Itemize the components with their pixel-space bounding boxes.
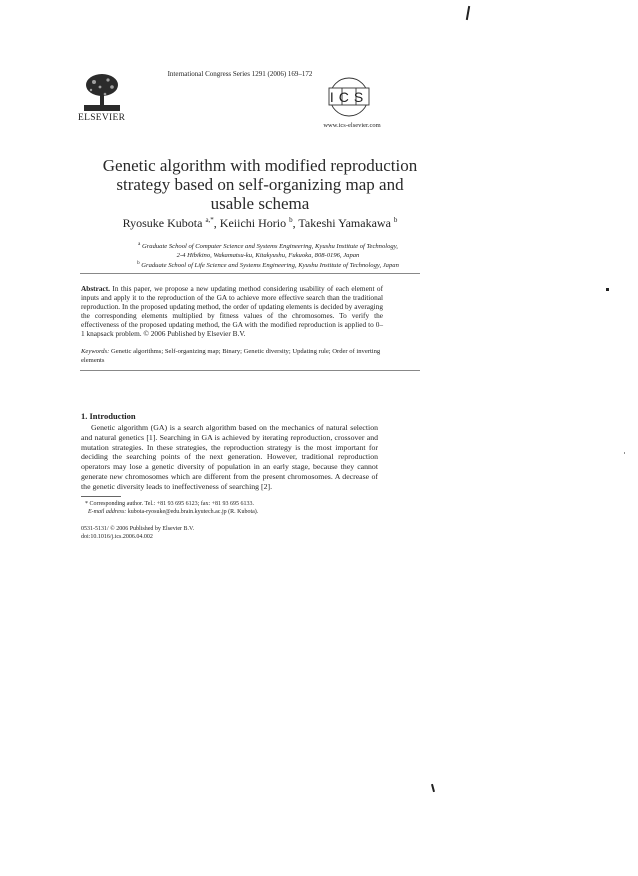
- footnote-email: kubota-ryosuke@edu.brain.kyutech.ac.jp (R. Kubota).: [127, 509, 259, 515]
- imprint: [81, 525, 381, 541]
- keywords-text: Genetic algorithms; Self-organizing map; Binary; Genetic diversity; Updating rule; Order of inverting elements: [81, 348, 381, 364]
- paper-title: [60, 156, 460, 213]
- affiliation-line: 2-4 Hibikino, Wakamatsu-ku, Kitakyushu, Fukuoka, 808-0196, Japan: [176, 252, 360, 260]
- footnote-contact: Corresponding author. Tel.: +81 93 695 6123; fax: +81 93 695 6133.: [89, 501, 255, 507]
- scan-mark: [431, 784, 435, 792]
- footnote-divider: [81, 496, 121, 497]
- journal-reference: International Congress Series 1291 (2006) 169–172: [167, 70, 313, 78]
- author-name: Ryosuke Kubota: [122, 216, 203, 230]
- footnote-email-label: E-mail address:: [88, 509, 127, 515]
- abstract: [81, 284, 383, 339]
- ics-logo: [320, 76, 378, 118]
- scan-mark: [606, 288, 609, 291]
- author-affil-marker: a,*: [205, 216, 214, 224]
- affiliation-line: Graduate School of Computer Science and Systems Engineering, Kyushu Institute of Technology,: [141, 243, 398, 251]
- keywords-label: Keywords:: [81, 348, 110, 355]
- ics-url: www.ics-elsevier.com: [323, 122, 381, 129]
- copyright-line: 0531-5131/ © 2006 Published by Elsevier B.V.: [81, 526, 195, 532]
- affiliation: [88, 240, 448, 260]
- footnote: [81, 500, 385, 516]
- divider: [80, 273, 420, 274]
- divider: [80, 370, 420, 371]
- affiliation-marker: b: [137, 261, 140, 266]
- footnote-marker: *: [85, 501, 88, 507]
- keywords: [81, 348, 383, 365]
- affiliation-marker: a: [138, 242, 141, 247]
- abstract-text: In this paper, we propose a new updating method considering usability of each element of inputs and apply it to the reproduction of the GA to achieve more effective search than the traditional reproduction. In the proposed updating method, the order of updating elements is decided by averaging the corresponding elements multiplied by fitness values of the chromosomes. To verify the effectiveness of the proposed updating method, the GA with the modified reproduction is applied to 0–1 knapsack problem. © 2006 Published by Elsevier B.V.: [81, 284, 383, 339]
- author-list: Ryosuke Kubota $^{a,*}$, Keiichi Horio $^b$, Takeshi Yamakawa $^b$: [122, 216, 398, 230]
- doi-line: doi:10.1016/j.ics.2006.04.002: [81, 534, 153, 540]
- scan-mark: [624, 452, 625, 454]
- ics-logo-text: ICS: [329, 89, 369, 105]
- elsevier-tree-logo: [82, 72, 122, 114]
- affiliation: [88, 259, 448, 270]
- scan-mark: [466, 6, 470, 20]
- author-name: Keiichi Horio: [219, 216, 287, 230]
- affiliation-line: Graduate School of Life Science and Systems Engineering, Kyushu Institute of Technology, Japan: [141, 262, 399, 270]
- abstract-label: Abstract.: [81, 284, 110, 293]
- section-heading: 1. Introduction: [81, 411, 136, 421]
- intro-paragraph: Genetic algorithm (GA) is a search algorithm based on the mechanics of natural selection and natural genetics [1]. Searching in GA is achieved by iterating reproduction, crossover and mutation strategies. In these strategies, the reproduction strategy is the most important for deciding the searching points of the next generation. However, traditional reproduction operators may lose a genetic diversity of population in an early stage, because they cannot generate new chromosomes which are different from the present chromosomes. A decrease of the genetic diversity leads to ineffectiveness of searching [2].: [81, 423, 378, 491]
- author-name: Takeshi Yamakawa: [298, 216, 391, 230]
- author-affil-marker: b: [289, 216, 293, 224]
- title-line: Genetic algorithm with modified reproduction: [102, 156, 418, 175]
- title-line: strategy based on self-organizing map and: [116, 175, 404, 194]
- title-line: usable schema: [210, 194, 310, 213]
- publisher-name: ELSEVIER: [78, 113, 126, 123]
- author-affil-marker: b: [393, 216, 398, 224]
